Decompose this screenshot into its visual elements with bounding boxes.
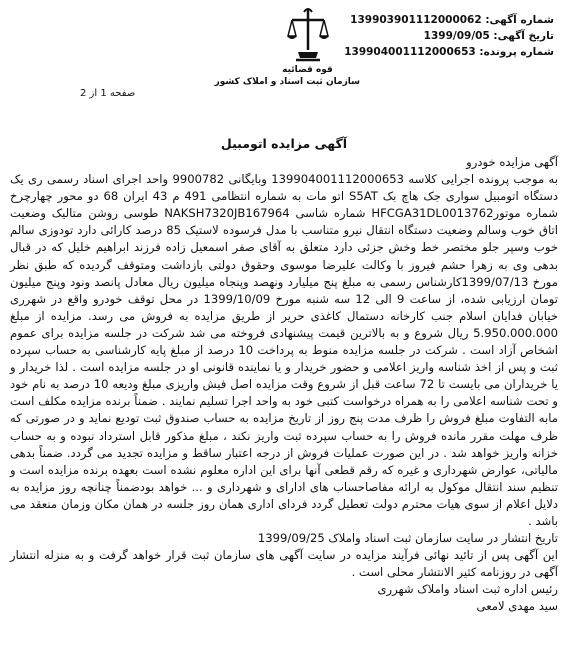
org-name-registration: سازمان ثبت اسناد و املاک کشور: [214, 77, 360, 87]
publish-date: تاریخ انتشار در سایت سازمان ثبت اسناد واملاک 1399/09/25: [257, 531, 558, 546]
ad-date: تاریخ آگهی: 1399/09/05: [423, 30, 554, 42]
header-metadata: [344, 12, 554, 60]
scales-of-justice-icon: [286, 6, 330, 64]
case-number: شماره پرونده: 139904001112000653: [344, 46, 554, 58]
office-name: رئیس اداره ثبت اسناد واملاک شهرری: [377, 582, 558, 597]
notice-main-text: به موجب پرونده اجرایی کلاسه 139904001112000653 وبایگانی 9900782 واحد اجرای اسناد رسمی ری یک دستگاه اتومبیل سواری جک هاچ بک S5AT اتو مات به شماره انتظامی 491 م 43 ایران 68 دو محور چهارچرخ شماره موتورHFCGA31DL0013762 شماره شاسی NAKSH7320JB167964 طوسی روشن متالیک وضعیت اتاق خوب وسالم وضعیت دستگاه انتقال نیرو متناسب با مدل فرسوده لاستیک 85 درصد کارائی دارد تودوزی سالم خوب وسپر جلو مختصر خط وخش جزئی دارد متعلق به آقای صفر اسمعیل زاده فرزند ابراهیم خلیل که در قبال بدهی وی به زهرا حشم فیروز با وکالت علیرضا موسوی وحقوق دولتی بازداشت ومتوقف گردیده که طبق نظر مورخ 1399/07/13کارشناس رسمی به مبلغ پنج میلیارد ونهصد وپنجاه میلیون ریال معادل پانصد ونود وپنج میلیون تومان ارزیابی شده، از ساعت 9 الی 12 سه شنبه مورخ 1399/10/09 در محل توقف خودرو واقع در شهرری خیابان فدایان اسلام جنب کارخانه دستمال کاغذی حریر از طریق مزایده به فروش می رسد. مزایده از مبلغ 5.950.000.000 ریال شروع و به بالاترین قیمت پیشنهادی فروخته می شد شرکت در جلسه مزایده برای عموم اشخاص آزاد است . شرکت در جلسه مزایده منوط به پرداخت 10 درصد از مبلغ پایه کارشناسی به حساب سپرده ثبت و پس از اخذ شناسه واریز اعلامی و حضور خریدار و یا نماینده قانونی او در جلسه مزایده است . لذا خریدار و یا خریداران می بایست تا 72 ساعت قبل از شروع وقت مزایده اصل فیش واریزی مبلغ ودیعه 10 درصد به نام خود و تحت شناسه اعلامی را به همراه درخواست کتبی خود به واحد اجرا تسلیم نمایند . ضمناً برنده مزایده مکلف است مابه التفاوت مبلغ فروش را ظرف مدت پنج روز از تاریخ مزایده به حساب صندوق ثبت تودیع نماید و در صورتی که ظرف مهلت مقرر مانده فروش را به حساب سپرده ثبت واریز نکند ، مبلغ مذکور قابل استرداد نبوده و به حساب خزانه واریز خواهد شد . در این صورت عملیات فروش از درجه اعتبار ساقط و مزایده تجدید می گردد. ضمناً بدهی مالیاتی، عوارض شهرداری و غیره که رقم قطعی آنها برای این اداره معلوم نشده است بعهده برنده مزایده است و تنظیم سند انتقال موکول به ارائه مفاصاحساب های ادارای و شهرداری و ... خواهد بودضمناً چنانچه روز مزایده به دلایل اعلام از سوی هیات محترم دولت تعطیل گردد فردای اداری همان روز جلسه در همان مکان وزمان منعقد می باشد .: [10, 172, 559, 528]
publication-notice: این آگهی پس از تائید نهائی فرآیند مزایده در سایت آگهی های سازمان ثبت قرار خواهد گرفت و به منزله انتشار آگهی در روزنامه کثیر الانتشار محلی است .: [10, 548, 558, 580]
signer-name: سید مهدی لامعی: [476, 599, 558, 614]
page-indicator: صفحه 1 از 2: [80, 88, 136, 99]
notice-heading: آگهی مزایده خودرو: [466, 155, 558, 169]
org-name-judiciary: قوه قضائیه: [282, 65, 333, 75]
notice-body: [10, 154, 558, 616]
ad-number: شماره آگهی: 139903901112000062: [350, 14, 554, 26]
page-title: آگهی مزایده اتومبیل: [220, 136, 348, 151]
judiciary-emblem: [214, 6, 360, 101]
